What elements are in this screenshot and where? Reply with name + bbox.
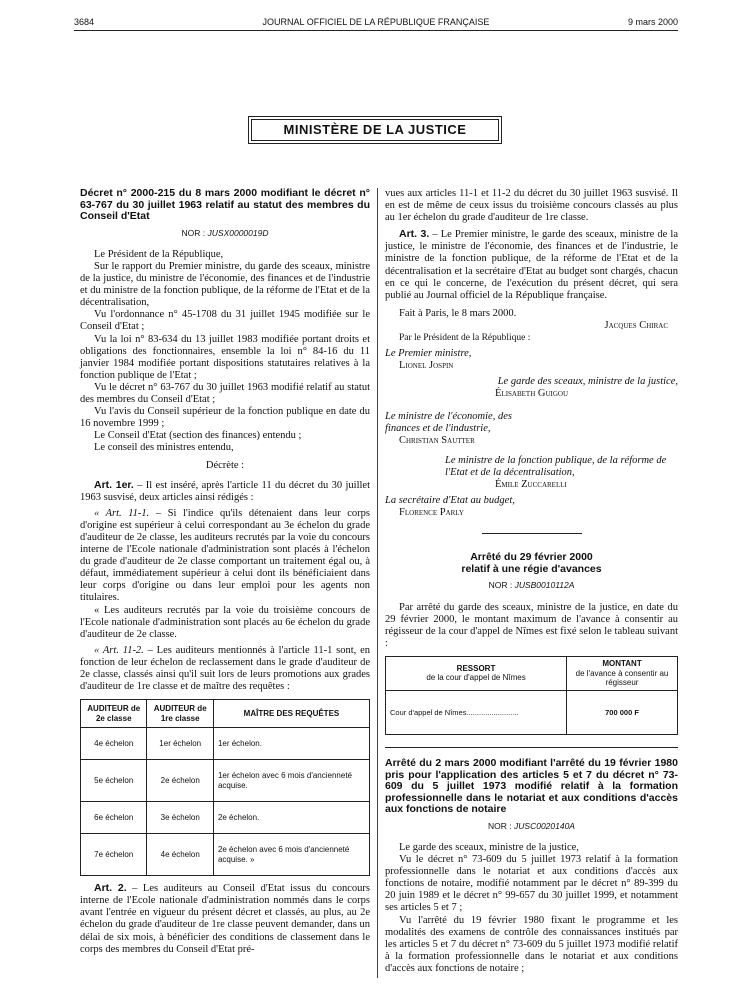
decrete: Décrète : (205, 460, 245, 472)
page-header (74, 14, 678, 31)
regie-table (385, 656, 678, 735)
arrete-1-text: Par arrêté du garde des sceaux, ministre de la justice, en date du 29 février 2000, le montant maximum de l'avance à consentir au régisseur de la cour d'appel de Nîmes est fixé selon le tableau suivant : (385, 601, 678, 649)
signatory: La secrétaire d'Etat au budget, Florence Parly (385, 495, 515, 519)
visa-7: Le conseil des ministres entendu, (94, 442, 234, 454)
visa-2: Vu l'ordonnance n° 45-1708 du 31 juillet 1945 modifiée sur le Conseil d'Etat ; (80, 309, 370, 333)
visa-1: Sur le rapport du Premier ministre, du garde des sceaux, ministre de la justice, du ministre de l'économie, des finances et de l'industrie et du ministre de la fonction publique, de la réforme de l'Etat et de la décentralisation, (80, 260, 370, 309)
arrete-2-para-0: Le garde des sceaux, ministre de la justice, (399, 841, 579, 853)
signatory: Le ministre de l'économie, des finances et de l'industrie, Christian Sautter (385, 410, 512, 446)
ministry-box (248, 116, 502, 144)
table-row: 7e échelon 4e échelon 2e échelon avec 6 mois d'ancienneté acquise. » (81, 834, 370, 876)
separator (385, 747, 678, 748)
arrete-2-title: Arrêté du 2 mars 2000 modifiant l'arrêté du 19 février 1980 pris pour l'application des articles 5 et 7 du décret n° 73-609 du 5 juillet 1973 modifié relatif à la formation professionnelle dans le notariat et aux conditions d'accès aux fonctions de notaire (385, 756, 678, 816)
signatory: Le garde des sceaux, ministre de la justice, Élisabeth Guigou (495, 376, 678, 400)
article-11-1-para2: « Les auditeurs recrutés par la voie du troisième concours de l'Ecole nationale d'administration sont placés au 6e échelon du grade d'auditeur de 2e classe. (80, 604, 370, 640)
page-number: 3684 (74, 17, 95, 27)
visa-6: Le Conseil d'Etat (section des finances) entendu ; (94, 430, 302, 442)
article-3: Art. 3. – Le Premier ministre, le garde des sceaux, ministre de la justice, le ministre de l'économie, des finances et de l'industrie, le ministre de la fonction publique, de la réforme de l'Etat et de la décentralisation et la secrétaire d'Etat au budget sont chargés, chacun en ce qui le concerne, de l'exécution du présent décret, qui sera publié au Journal officiel de la République française. (385, 228, 678, 301)
visa-5: Vu l'avis du Conseil supérieur de la fonction publique en date du 16 novembre 1999 ; (80, 406, 370, 430)
article-11-2: « Art. 11-2. – Les auditeurs mentionnés à l'article 11-1 sont, en fonction de leur échelon de reclassement dans le grade d'auditeur de 2e classe, classés ainsi qu'il suit lors de leurs promotions aux grades d'auditeur de 1re classe et de maître des requêtes : (80, 644, 370, 693)
article-1: Art. 1er. – Il est inséré, après l'article 11 du décret du 30 juillet 1963 susvisé, deux articles ainsi rédigés : (80, 478, 370, 503)
decret-nor-code: JUSX0000019D (207, 227, 269, 238)
separator (482, 533, 582, 534)
table-header: AUDITEUR de 1re classe (147, 700, 213, 728)
table-row: 6e échelon 3e échelon 2e échelon. (81, 802, 370, 834)
right-column (385, 188, 678, 975)
table-row: Cour d'appel de Nîmes......................... 700 000 F (386, 690, 678, 734)
table-row: 4e échelon 1er échelon 1er échelon. (81, 728, 370, 760)
fait-a-paris: Fait à Paris, le 8 mars 2000. (399, 307, 517, 319)
decret-nor: NOR : JUSX0000019D (181, 227, 269, 238)
issue-date: 9 mars 2000 (627, 17, 678, 27)
column-divider (377, 188, 378, 978)
visa-0: Le Président de la République, (94, 248, 224, 260)
arrete-1-title-line2: relatif à une régie d'avances (461, 562, 602, 575)
ministry-title: MINISTÈRE DE LA JUSTICE (251, 119, 499, 141)
par-le-president: Par le Président de la République : (399, 333, 531, 344)
decret-title: Décret n° 2000-215 du 8 mars 2000 modifiant le décret n° 63-767 du 30 juillet 1963 relatif au statut des membres du Conseil d'Etat (80, 187, 370, 223)
article-2: Art. 2. – Les auditeurs au Conseil d'Etat issus du concours interne de l'Ecole nationale d'administration nommés dans le corps avant l'entrée en vigueur du présent décret et classés, au plus, au 2e échelon du grade d'auditeur de 1re classe peuvent demander, dans un délai de six mois, à bénéficier des conditions de classement dans le corps des membres du Conseil d'Etat pré- (80, 882, 370, 955)
arrete-2-nor: NOR : JUSC0020140A (488, 820, 575, 831)
table-header: RESSORT de la cour d'appel de Nîmes (386, 656, 567, 690)
signatory: Le Premier ministre, Lionel Jospin (385, 348, 472, 372)
visa-3: Vu la loi n° 83-634 du 13 juillet 1983 modifiée portant droits et obligations des fonctionnaires, ensemble la loi n° 84-16 du 11 janvier 1984 modifiée portant dispositions statutaires relatives à la fonction publique de l'Etat ; (80, 333, 370, 381)
article-11-1: « Art. 11-1. – Si l'indice qu'ils détenaient dans leur corps d'origine est supérieur à celui correspondant au 3e échelon du grade d'auditeur de 2e classe, les auditeurs recrutés par la voie du concours interne de l'Ecole nationale d'administration sont placés à l'échelon du grade d'auditeur de 2e classe comportant un traitement égal ou, à défaut, immédiatement supérieur à celui dont ils bénéficiaient dans leur corps d'origine ou dans leur emploi pour les agents non titulaires. (80, 507, 370, 604)
president-signature: Jacques Chirac (604, 319, 668, 331)
echelon-table (80, 699, 370, 876)
table-row: 5e échelon 2e échelon 1er échelon avec 6 mois d'ancienneté acquise. (81, 760, 370, 802)
table-header: MONTANT de l'avance à consentir au régisseur (567, 656, 678, 690)
table-header: MAÎTRE DES REQUÊTES (213, 700, 369, 728)
arrete-2-para-1: Vu le décret n° 73-609 du 5 juillet 1973 relatif à la formation professionnelle dans le notariat et aux conditions d'accès aux fonctions de notaire, modifié notamment par le décret n° 89-399 du 20 juin 1989 et le décret n° 99-657 du 30 juillet 1999, et notamment ses articles 5 et 7 ; (385, 854, 678, 914)
arrete-1-nor: NOR : JUSB0010112A (488, 580, 575, 591)
table-header: AUDITEUR de 2e classe (81, 700, 147, 728)
journal-title: JOURNAL OFFICIEL DE LA RÉPUBLIQUE FRANÇAISE (262, 17, 490, 27)
arrete-2-para-2: Vu l'arrêté du 19 février 1980 fixant le programme et les modalités des examens de contrôle des connaissances institués par les articles 5 et 7 du décret n° 73-609 du 5 juillet 1973 modifié relatif à la formation professionnelle dans le notariat et aux conditions d'accès aux fonctions de notaire ; (385, 914, 678, 974)
signatory: Le ministre de la fonction publique, de la réforme de l'Etat et de la décentralisation, Émile Zuccarelli (445, 454, 667, 490)
article-2-continued: vues aux articles 11-1 et 11-2 du décret du 30 juillet 1963 susvisé. Il en est de même de ceux issus du troisième concours classés au plus au 1er échelon du grade d'auditeur de 1re classe. (385, 188, 678, 224)
arrete-1-title-line1: Arrêté du 29 février 2000 (470, 551, 593, 564)
left-column (80, 188, 370, 956)
visa-4: Vu le décret n° 63-767 du 30 juillet 1963 modifié relatif au statut des membres du Conseil d'Etat ; (80, 381, 370, 405)
